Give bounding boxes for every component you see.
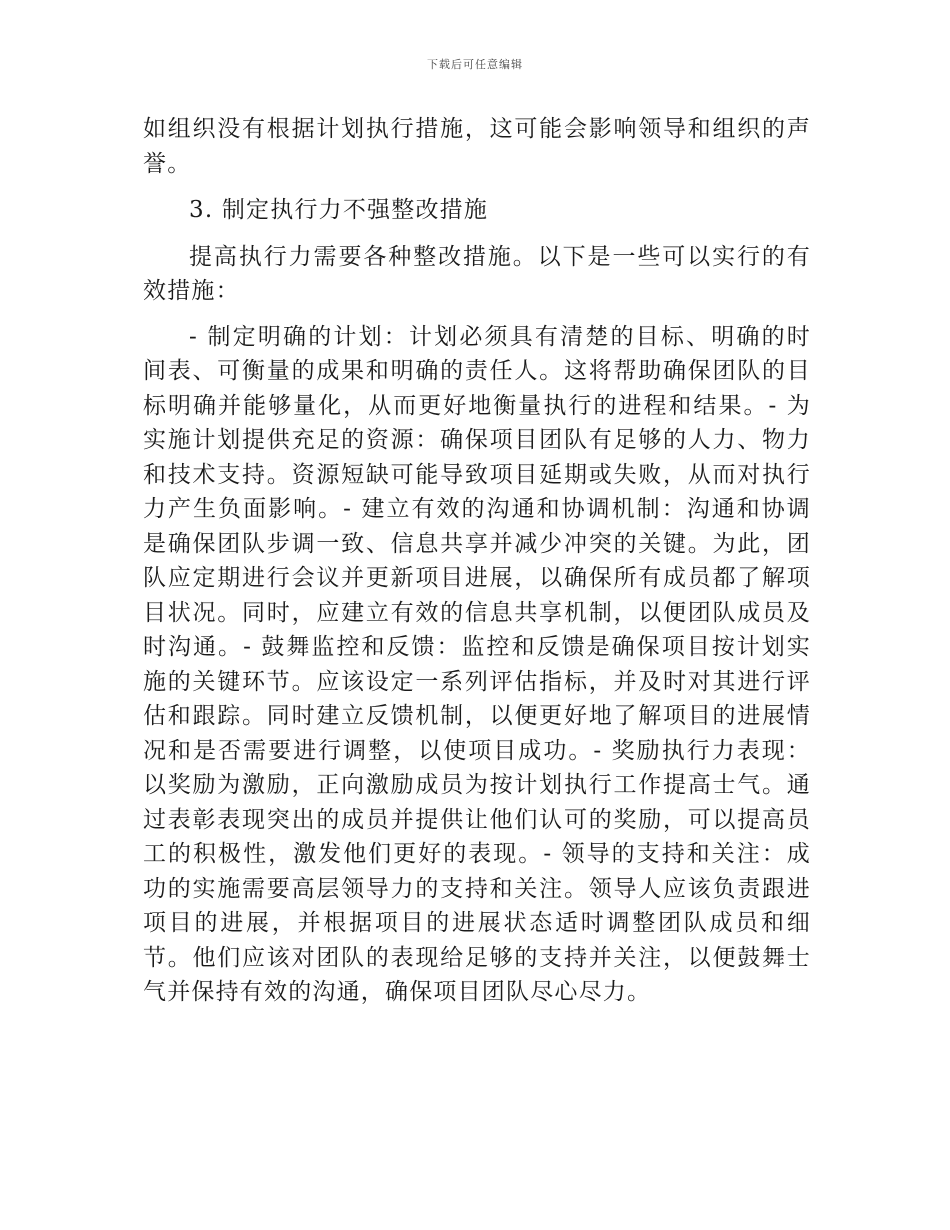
document-body — [143, 112, 811, 1010]
paragraph-intro: 如组织没有根据计划执行措施，这可能会影响领导和组织的声誉。 — [143, 116, 811, 177]
page-header-note: 下载后可任意编辑 — [427, 58, 523, 71]
section-heading: 3. 制定执行力不强整改措施 — [189, 197, 489, 223]
paragraph-measures: - 制定明确的计划：计划必须具有清楚的目标、明确的时间表、可衡量的成果和明确的责任人。这将帮助确保团队的目标明确并能够量化，从而更好地衡量执行的进程和结果。- 为实施计划提供充足的资源：确保项目团队有足够的人力、物力和技术支持。资源短缺可能导致项目延期或失败，从而对执行力产生负面影响。- 建立有效的沟通和协调机制：沟通和协调是确保团队步调一致、信息共享并减少冲突的关键。为此，团队应定期进行会议并更新项目进展，以确保所有成员都了解项目状况。同时，应建立有效的信息共享机制，以便团队成员及时沟通。- 鼓舞监控和反馈：监控和反馈是确保项目按计划实施的关键环节。应该设定一系列评估指标，并及时对其进行评估和跟踪。同时建立反馈机制，以便更好地了解项目的进展情况和是否需要进行调整，以使项目成功。- 奖励执行力表现：以奖励为激励，正向激励成员为按计划执行工作提高士气。通过表彰表现突出的成员并提供让他们认可的奖励，可以提高员工的积极性，激发他们更好的表现。- 领导的支持和关注：成功的实施需要高层领导力的支持和关注。领导人应该负责跟进项目的进展，并根据项目的进展状态适时调整团队成员和细节。他们应该对团队的表现给足够的支持并关注，以便鼓舞士气并保持有效的沟通，确保项目团队尽心尽力。 — [143, 323, 811, 1005]
paragraph-lead: 提高执行力需要各种整改措施。以下是一些可以实行的有效措施： — [143, 243, 811, 304]
